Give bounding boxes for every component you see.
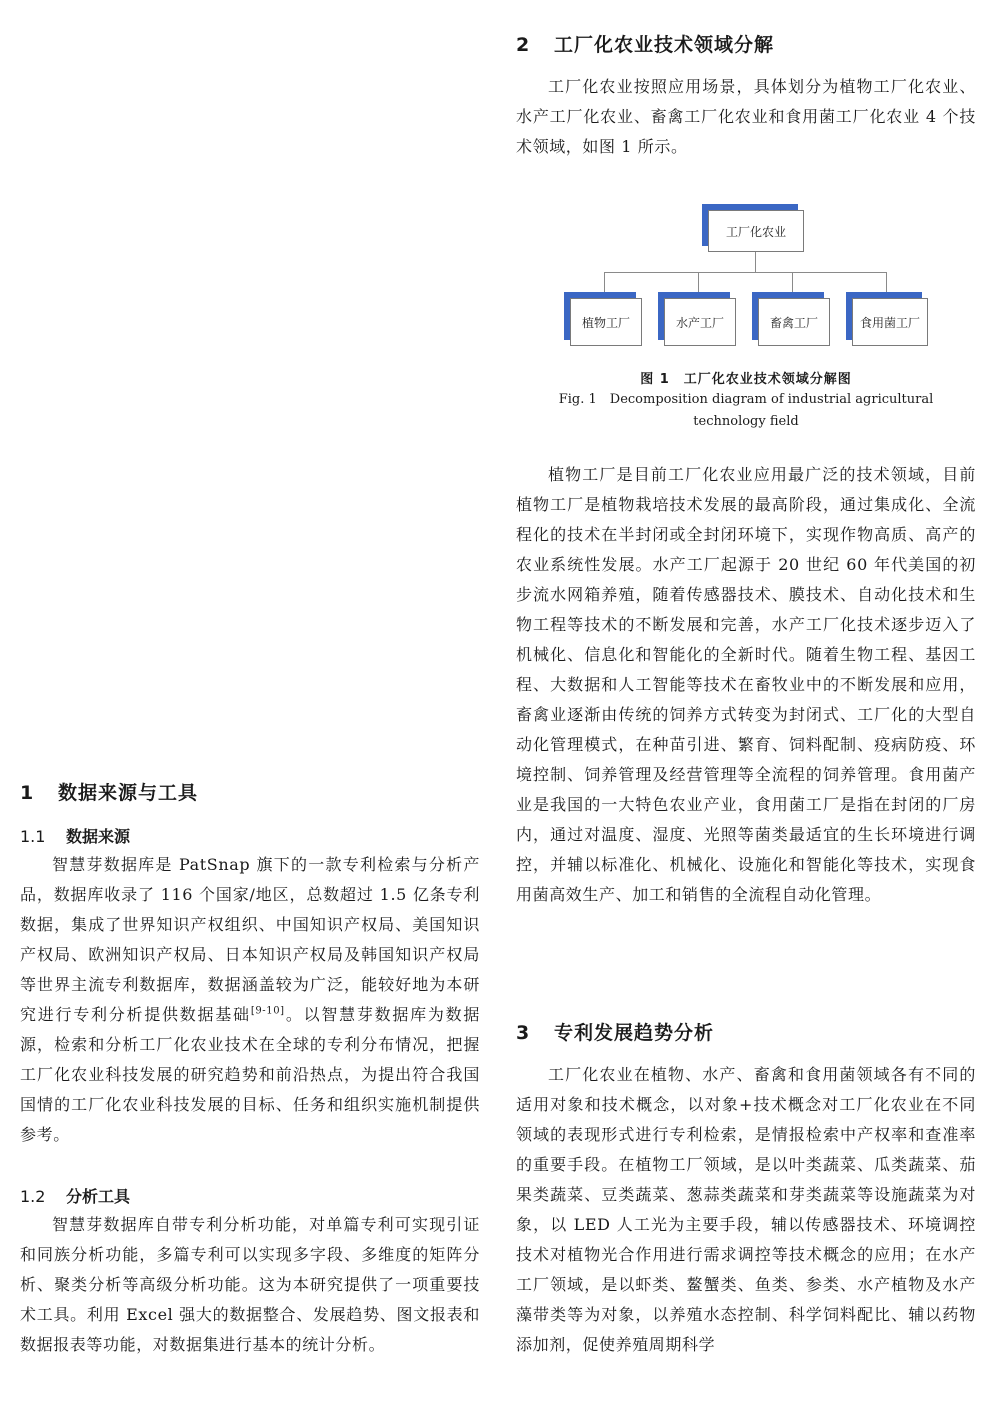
paragraph-analysis-tools: 智慧芽数据库自带专利分析功能，对单篇专利可实现引证和同族分析功能，多篇专利可以实现多字段、多维度的矩阵分析、聚类分析等高级分析功能。这为本研究提供了一项重要技术工具。利用 Excel 强大的数据整合、发展趋势、图文报表和数据报表等功能，对数据集进行基本的统计分析。 bbox=[20, 1215, 480, 1354]
figure-caption-en-line2: technology field bbox=[693, 414, 799, 429]
subsection-number: 1.1 bbox=[20, 827, 46, 846]
paragraph-patent-trend: 工厂化农业在植物、水产、畜禽和食用菌领域各有不同的适用对象和技术概念，以对象+技术概念对工厂化农业在不同领域的表现形式进行专利检索，是情报检索中产权率和查准率的重要手段。在植物工厂领域，是以叶类蔬菜、瓜类蔬菜、茄果类蔬菜、豆类蔬菜、葱蒜类蔬菜和芽类蔬菜等设施蔬菜为对象，以 LED 人工光为主要手段，辅以传感器技术、环境调控技术对植物光合作用进行需求调控等技术概念的应用；在水产工厂领域，是以虾类、鳌蟹类、鱼类、参类、水产植物及水产藻带类等为对象，以养殖水态控制、科学饲料配比、辅以药物添加剂，促使养殖周期科学 bbox=[516, 1065, 976, 1354]
section-title: 数据来源与工具 bbox=[58, 782, 199, 804]
figure-caption-en: Fig. 1 Decomposition diagram of industrial agricultural bbox=[558, 392, 934, 407]
section-2-heading bbox=[516, 30, 774, 57]
subsection-1-2-heading bbox=[20, 1184, 130, 1207]
subsection-title: 数据来源 bbox=[66, 827, 131, 846]
section-number: 1 bbox=[20, 782, 35, 804]
paragraph-domain-detail: 植物工厂是目前工厂化农业应用最广泛的技术领域，目前植物工厂是植物栽培技术发展的最高阶段，通过集成化、全流程化的技术在半封闭或全封闭环境下，实现作物高质、高产的农业系统性发展。水产工厂起源于 20 世纪 60 年代美国的初步流水网箱养殖，随着传感器技术、膜技术、自动化技术和生物工程等技术的不断发展和完善，水产工厂化技术逐步迈入了机械化、信息化和智能化的全新时代。随着生物工程、基因工程、大数据和人工智能等技术在畜牧业中的不断发展和应用，畜禽业逐渐由传统的饲养方式转变为封闭式、工厂化的大型自动化管理模式，在种苗引进、繁育、饲料配制、疫病防疫、环境控制、饲养管理及经营管理等全流程的饲养管理。食用菌产业是我国的一大特色农业产业，食用菌工厂是指在封闭的厂房内，通过对温度、湿度、光照等菌类最适宜的生长环境进行调控，并辅以标准化、机械化、设施化和智能化等技术，实现食用菌高效生产、加工和销售的全流程自动化管理。 bbox=[516, 465, 976, 904]
section-1-heading bbox=[20, 778, 198, 805]
section-title: 专利发展趋势分析 bbox=[554, 1022, 715, 1044]
root-node: 工厂化农业 bbox=[708, 210, 804, 252]
child-node-livestock: 畜禽工厂 bbox=[758, 298, 830, 346]
child-node-mushroom: 食用菌工厂 bbox=[852, 298, 928, 346]
section-number: 3 bbox=[516, 1022, 531, 1044]
paragraph-text: 。以智慧芽数据库为数据源，检索和分析工厂化农业技术在全球的专利分布情况，把握工厂化农业科技发展的研究趋势和前沿热点，为提出符合我国国情的工厂化农业科技发展的目标、任务和组织实施机制提供参考。 bbox=[20, 1005, 480, 1144]
paragraph-data-source bbox=[20, 850, 480, 1150]
section-3-heading bbox=[516, 1018, 714, 1045]
paragraph-text: 智慧芽数据库是 PatSnap 旗下的一款专利检索与分析产品，数据库收录了 116 个国家/地区，总数超过 1.5 亿条专利数据，集成了世界知识产权组织、中国知识产权局、美国知识产权局、欧洲知识产权局、日本知识产权局及韩国知识产权局等世界主流专利数据库，数据涵盖较为广泛，能较好地为本研究进行专利分析提供数据基础 bbox=[20, 855, 480, 1024]
subsection-title: 分析工具 bbox=[66, 1187, 131, 1206]
section-number: 2 bbox=[516, 34, 531, 56]
horizontal-connector bbox=[604, 272, 886, 273]
root-connector bbox=[755, 251, 756, 273]
paragraph-domain-split: 工厂化农业按照应用场景，具体划分为植物工厂化农业、水产工厂化农业、畜禽工厂化农业和食用菌工厂化农业 4 个技术领域，如图 1 所示。 bbox=[516, 77, 976, 156]
citation: [9-10] bbox=[250, 1005, 285, 1017]
subsection-number: 1.2 bbox=[20, 1187, 46, 1206]
subsection-1-1-heading bbox=[20, 824, 130, 847]
child-node-aquatic: 水产工厂 bbox=[664, 298, 736, 346]
section-title: 工厂化农业技术领域分解 bbox=[554, 34, 775, 56]
child-node-plant: 植物工厂 bbox=[570, 298, 642, 346]
figure-caption-zh: 图 1 工厂化农业技术领域分解图 bbox=[640, 372, 852, 387]
